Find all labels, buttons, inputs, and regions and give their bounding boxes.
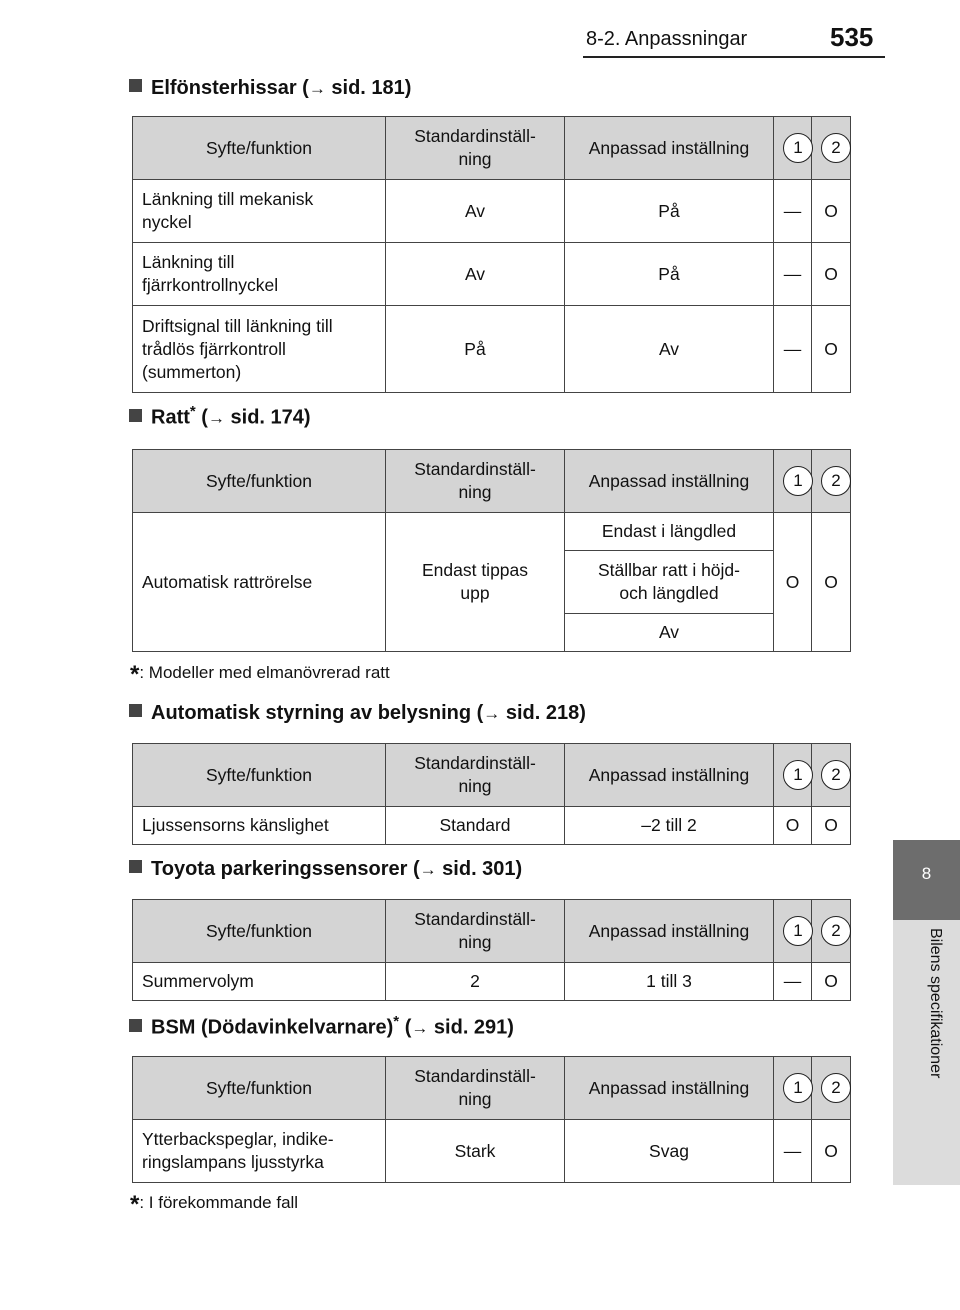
header-default: Standardinställ- ning [386, 744, 565, 807]
cell-default: Av [386, 180, 565, 243]
circled-1-icon: 1 [783, 1073, 813, 1103]
cell-custom: Av [565, 306, 774, 393]
cell-purpose: Summervolym [133, 963, 386, 1001]
cell-custom: Ställbar ratt i höjd- och längdled [565, 551, 774, 614]
table-row [133, 306, 851, 393]
circled-1-icon: 1 [783, 466, 813, 496]
header-purpose: Syfte/funktion [133, 1057, 386, 1120]
header-purpose: Syfte/funktion [133, 744, 386, 807]
header-custom: Anpassad inställning [565, 744, 774, 807]
cell-c1: — [774, 963, 812, 1001]
chapter-number: 8 [921, 864, 932, 883]
circled-1-icon: 1 [783, 760, 813, 790]
header-purpose: Syfte/funktion [133, 450, 386, 513]
cell-c1: — [774, 306, 812, 393]
cell-c2: O [812, 807, 851, 845]
section-heading: Automatisk styrning av belysning (→ sid. 218) [129, 702, 586, 725]
cell-custom: Svag [565, 1120, 774, 1183]
cell-purpose: Automatisk rattrörelse [133, 513, 386, 652]
circled-1-icon: 1 [783, 133, 813, 163]
cell-c1: — [774, 180, 812, 243]
arrow-icon: → [207, 408, 225, 428]
cell-default: Av [386, 243, 565, 306]
cell-default: Endast tippas upp [386, 513, 565, 652]
header-rule [583, 56, 885, 58]
section-heading: Toyota parkeringssensorer (→ sid. 301) [129, 858, 522, 881]
cell-custom: Endast i längdled [565, 513, 774, 551]
header-purpose: Syfte/funktion [133, 117, 386, 180]
settings-table [132, 116, 851, 393]
cell-c2: O [812, 963, 851, 1001]
section-heading: Elfönsterhissar (→ sid. 181) [129, 77, 411, 100]
circled-2-icon: 2 [821, 760, 851, 790]
chapter-label-box [893, 920, 960, 1185]
cell-purpose: Driftsignal till länkning till trådlös fjärrkontroll (summerton) [133, 306, 386, 393]
header-custom: Anpassad inställning [565, 900, 774, 963]
section-heading: BSM (Dödavinkelvarnare)* (→ sid. 291) [129, 1013, 514, 1040]
table-header-row [133, 744, 851, 807]
arrow-icon: → [419, 860, 437, 879]
table-row [133, 963, 851, 1001]
table-header-row [133, 117, 851, 180]
settings-table [132, 449, 851, 652]
header-default: Standardinställ- ning [386, 900, 565, 963]
cell-purpose: Ytterbackspeglar, indike- ringslampans ljusstyrka [133, 1120, 386, 1183]
section-heading: Ratt* (→ sid. 174) [129, 403, 311, 430]
bullet-square-icon [129, 860, 142, 873]
circled-2-icon: 2 [821, 1073, 851, 1103]
bullet-square-icon [129, 79, 142, 92]
page-number: 535 [830, 22, 874, 52]
cell-default: Stark [386, 1120, 565, 1183]
arrow-icon: → [411, 1018, 429, 1038]
cell-c2: O [812, 180, 851, 243]
cell-default: 2 [386, 963, 565, 1001]
cell-c1: — [774, 243, 812, 306]
bullet-square-icon [129, 409, 142, 422]
cell-purpose: Länkning till mekanisk nyckel [133, 180, 386, 243]
section-header: 8-2. Anpassningar [586, 28, 748, 50]
bullet-square-icon [129, 704, 142, 717]
cell-c2: O [812, 1120, 851, 1183]
settings-table [132, 743, 851, 845]
footnote-star: * [393, 1013, 400, 1030]
footnote-star: * [130, 661, 140, 688]
table-row [133, 243, 851, 306]
cell-default: Standard [386, 807, 565, 845]
table-header-row [133, 900, 851, 963]
settings-table [132, 1056, 851, 1183]
chapter-label: Bilens specifikationer [927, 928, 944, 1079]
circled-2-icon: 2 [821, 466, 851, 496]
footnote: *: Modeller med elmanövrerad ratt [130, 661, 390, 688]
cell-c1: O [774, 807, 812, 845]
header-custom: Anpassad inställning [565, 450, 774, 513]
header-purpose: Syfte/funktion [133, 900, 386, 963]
arrow-icon: → [483, 704, 501, 723]
table-row [133, 513, 851, 551]
header-custom: Anpassad inställning [565, 1057, 774, 1120]
header-default: Standardinställ- ning [386, 1057, 565, 1120]
table-header-row [133, 450, 851, 513]
cell-c2: O [812, 243, 851, 306]
table-row [133, 180, 851, 243]
table-row [133, 1120, 851, 1183]
cell-c1: — [774, 1120, 812, 1183]
header-default: Standardinställ- ning [386, 117, 565, 180]
cell-purpose: Ljussensorns känslighet [133, 807, 386, 845]
footnote-star: * [130, 1191, 140, 1218]
cell-default: På [386, 306, 565, 393]
cell-purpose: Länkning till fjärrkontrollnyckel [133, 243, 386, 306]
cell-c2: O [812, 306, 851, 393]
cell-c1: O [774, 513, 812, 652]
table-header-row [133, 1057, 851, 1120]
bullet-square-icon [129, 1019, 142, 1032]
cell-custom: På [565, 180, 774, 243]
cell-custom: 1 till 3 [565, 963, 774, 1001]
cell-custom: –2 till 2 [565, 807, 774, 845]
cell-custom: På [565, 243, 774, 306]
footnote-star: * [189, 403, 196, 420]
settings-table [132, 899, 851, 1001]
cell-c2: O [812, 513, 851, 652]
table-row [133, 807, 851, 845]
circled-2-icon: 2 [821, 133, 851, 163]
footnote: *: I förekommande fall [130, 1191, 299, 1218]
arrow-icon: → [308, 79, 326, 98]
circled-1-icon: 1 [783, 916, 813, 946]
cell-custom: Av [565, 614, 774, 652]
circled-2-icon: 2 [821, 916, 851, 946]
header-default: Standardinställ- ning [386, 450, 565, 513]
header-custom: Anpassad inställning [565, 117, 774, 180]
